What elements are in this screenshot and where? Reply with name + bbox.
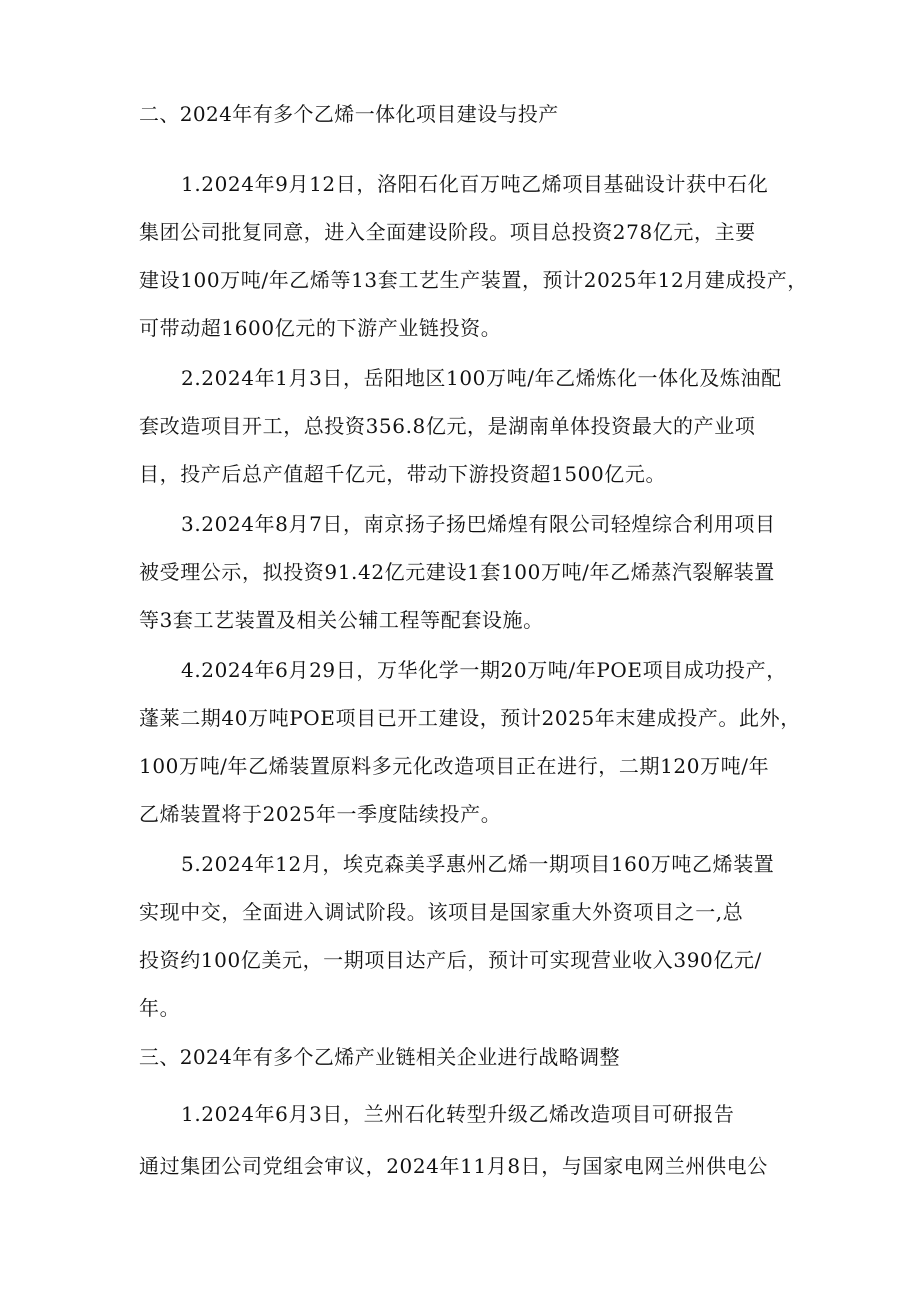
paragraph-line: 3.2024年8月7日，南京扬子扬巴烯煌有限公司轻煌综合利用项目 bbox=[181, 512, 776, 536]
paragraph-line: 通过集团公司党组会审议，2024年11月8日，与国家电网兰州供电公 bbox=[139, 1154, 768, 1178]
paragraph-line: 等3套工艺装置及相关公辅工程等配套设施。 bbox=[139, 608, 544, 632]
paragraph-line: 可带动超1600亿元的下游产业链投资。 bbox=[139, 316, 502, 340]
paragraph-line: 被受理公示，拟投资91.42亿元建设1套100万吨/年乙烯蒸汽裂解装置 bbox=[139, 560, 775, 584]
paragraph-line: 蓬莱二期40万吨POE项目已开工建设，预计2025年末建成投产。此外， bbox=[139, 706, 801, 730]
paragraph-line: 1.2024年6月3日，兰州石化转型升级乙烯改造项目可研报告 bbox=[181, 1102, 735, 1126]
paragraph-line: 投资约100亿美元，一期项目达产后，预计可实现营业收入390亿元/ bbox=[139, 948, 762, 972]
section-3-heading: 三、2024年有多个乙烯产业链相关企业进行战略调整 bbox=[139, 1045, 620, 1069]
paragraph-line: 目，投产后总产值超千亿元，带动下游投资超1500亿元。 bbox=[139, 462, 667, 486]
section-2-heading: 二、2024年有多个乙烯一体化项目建设与投产 bbox=[139, 102, 559, 126]
paragraph-line: 年。 bbox=[139, 996, 181, 1020]
paragraph-line: 集团公司批复同意，进入全面建设阶段。项目总投资278亿元，主要 bbox=[139, 220, 756, 244]
paragraph-line: 建设100万吨/年乙烯等13套工艺生产装置，预计2025年12月建成投产， bbox=[139, 268, 808, 292]
paragraph-line: 1.2024年9月12日，洛阳石化百万吨乙烯项目基础设计获中石化 bbox=[181, 172, 769, 196]
paragraph-line: 套改造项目开工，总投资356.8亿元，是湖南单体投资最大的产业项 bbox=[139, 414, 756, 438]
paragraph-line: 2.2024年1月3日，岳阳地区100万吨/年乙烯炼化一体化及炼油配 bbox=[181, 366, 782, 390]
paragraph-line: 100万吨/年乙烯装置原料多元化改造项目正在进行，二期120万吨/年 bbox=[139, 754, 770, 778]
paragraph-line: 乙烯装置将于2025年一季度陆续投产。 bbox=[139, 802, 502, 826]
paragraph-line: 5.2024年12月，埃克森美孚惠州乙烯一期项目160万吨乙烯装置 bbox=[181, 852, 775, 876]
paragraph-line: 实现中交，全面进入调试阶段。该项目是国家重大外资项目之一,总 bbox=[139, 900, 744, 924]
paragraph-line: 4.2024年6月29日，万华化学一期20万吨/年POE项目成功投产， bbox=[181, 658, 787, 682]
